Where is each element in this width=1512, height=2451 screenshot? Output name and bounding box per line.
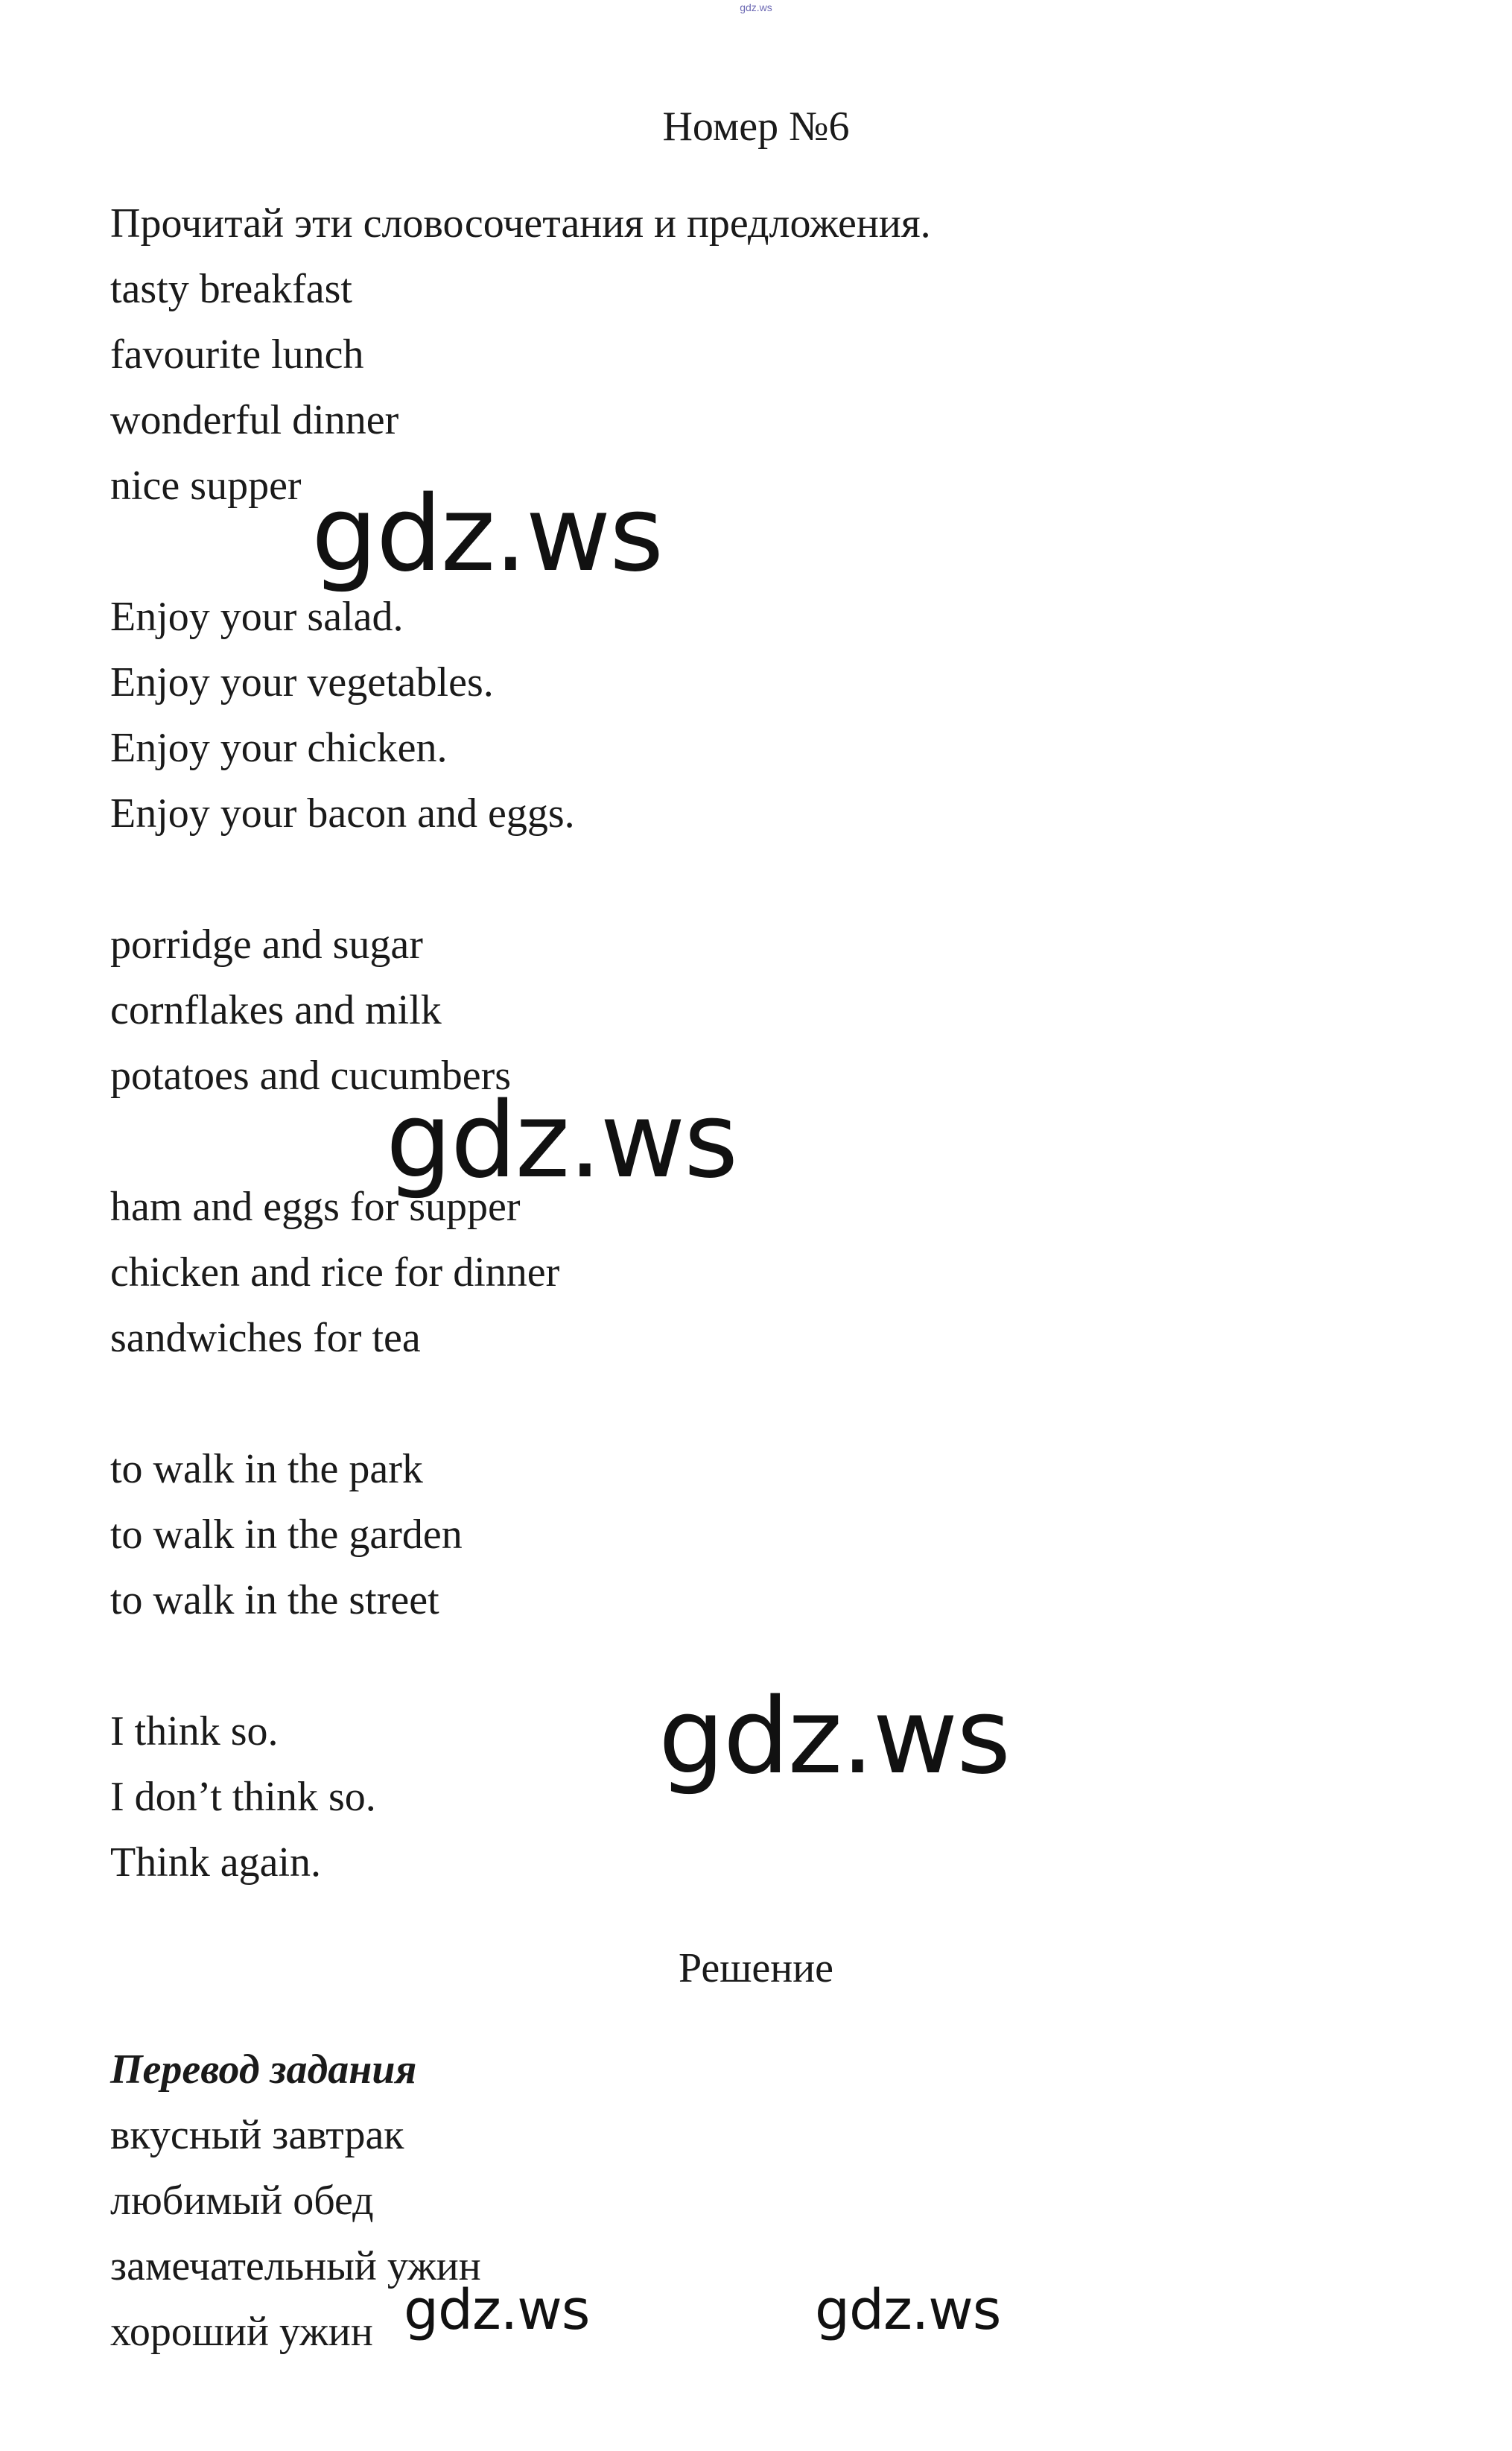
sentence-group-enjoy bbox=[110, 584, 575, 846]
sentence-line: Enjoy your salad. bbox=[110, 594, 404, 640]
phrase-line: potatoes and cucumbers bbox=[110, 1053, 512, 1099]
sentence-line: I think so. bbox=[110, 1708, 279, 1754]
phrase-line: to walk in the park bbox=[110, 1446, 423, 1492]
instruction-and-phrases bbox=[110, 191, 931, 519]
phrase-group-walk bbox=[110, 1436, 463, 1633]
translation-line: хороший ужин bbox=[110, 2309, 373, 2355]
watermark: gdz.ws bbox=[658, 1676, 1010, 1798]
phrase-line: to walk in the garden bbox=[110, 1512, 463, 1558]
solution-heading: Решение bbox=[678, 1945, 834, 1991]
instruction-text: Прочитай эти словосочетания и предложения. bbox=[110, 200, 931, 247]
header-watermark: gdz.ws bbox=[740, 1, 772, 13]
sentence-line: Think again. bbox=[110, 1839, 322, 1886]
watermark: gdz.ws bbox=[311, 474, 663, 595]
phrase-line: ham and eggs for supper bbox=[110, 1184, 521, 1230]
phrase-group-meals bbox=[110, 1174, 559, 1371]
page-title: Номер №6 bbox=[662, 104, 850, 150]
sentence-group-think bbox=[110, 1699, 376, 1895]
sentence-line: Enjoy your vegetables. bbox=[110, 659, 494, 706]
phrase-group-food bbox=[110, 912, 511, 1109]
translation-heading: Перевод задания bbox=[110, 2046, 417, 2093]
phrase-line: to walk in the street bbox=[110, 1577, 439, 1623]
sentence-line: Enjoy your bacon and eggs. bbox=[110, 790, 575, 837]
phrase-line: porridge and sugar bbox=[110, 922, 423, 968]
sentence-line: Enjoy your chicken. bbox=[110, 725, 448, 771]
phrase-line: sandwiches for tea bbox=[110, 1315, 421, 1361]
phrase-line: favourite lunch bbox=[110, 332, 364, 378]
watermark: gdz.ws bbox=[404, 2278, 590, 2342]
phrase-line: tasty breakfast bbox=[110, 266, 352, 312]
phrase-line: wonderful dinner bbox=[110, 397, 399, 443]
sentence-line: I don’t think so. bbox=[110, 1774, 376, 1820]
phrase-line: nice supper bbox=[110, 463, 302, 509]
watermark: gdz.ws bbox=[386, 1080, 737, 1202]
phrase-line: chicken and rice for dinner bbox=[110, 1249, 560, 1296]
translation-line: вкусный завтрак bbox=[110, 2112, 404, 2158]
translation-line: любимый обед bbox=[110, 2178, 374, 2224]
watermark: gdz.ws bbox=[815, 2278, 1001, 2342]
phrase-line: cornflakes and milk bbox=[110, 987, 442, 1033]
translation-line: замечательный ужин bbox=[110, 2243, 481, 2289]
